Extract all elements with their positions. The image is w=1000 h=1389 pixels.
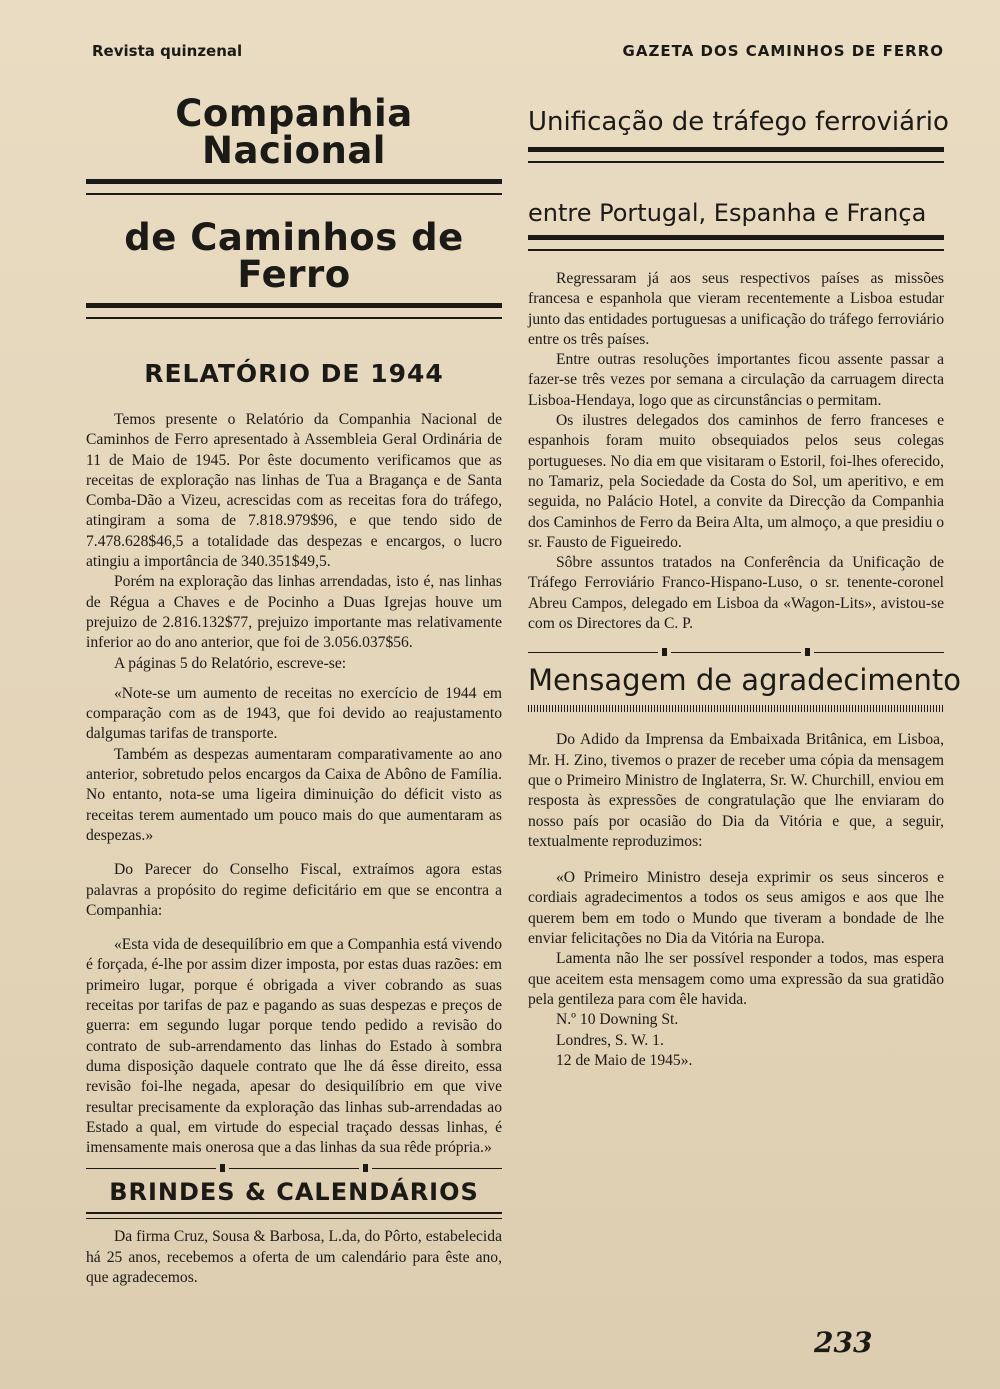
message-hatch-rule: [528, 705, 944, 712]
paragraph: Do Parecer do Conselho Fiscal, extraímos agora estas palavras a propósito do regime deficitário em que se encontra a Companhia:: [86, 861, 502, 919]
paragraph: Sôbre assuntos tratados na Conferência da Unificação de Tráfego Ferroviário Franco-Hispano-Luso, o sr. tenente-coronel Abreu Campos, delegado em Lisboa da «Wagon-Lits», avistou-se com os Directores da C. P.: [528, 554, 944, 633]
article-title-line1: Companhia Nacional: [175, 92, 413, 172]
quote-paragraph: «O Primeiro Ministro deseja exprimir os seus sinceros e cordiais agradecimentos a todos os seus amigos e aos que lhe querem bem em todo o Mundo que tiveram a bondade de lhe enviar felicitações no Dia da Vitória na Europa.: [528, 869, 944, 948]
signature-line: Londres, S. W. 1.: [556, 1031, 664, 1049]
message-title: Mensagem de agradecimento: [528, 663, 962, 698]
section-divider: [86, 1164, 502, 1172]
section-divider: [528, 648, 944, 656]
quote-paragraph: Lamenta não lhe ser possível responder a todos, mas espera que aceitem esta mensagem como uma expressão da sua gratidão pela gentileza para com êle havida.: [528, 950, 944, 1008]
unification-title-line2: entre Portugal, Espanha e França: [528, 199, 927, 227]
brindes-title: BRINDES & CALENDÁRIOS: [109, 1178, 479, 1207]
page-number: 233: [814, 1326, 873, 1359]
signature-block: [528, 1010, 944, 1071]
paragraph: Regressaram já aos seus respectivos países as missões francesa e espanhola que vieram recentemente a Lisboa estudar junto das entidades portuguesas a unificação do tráfego ferroviário entre os três países.: [528, 270, 944, 348]
title-rule: [528, 235, 944, 251]
header-right: GAZETA DOS CAMINHOS DE FERRO: [622, 42, 944, 60]
article-subtitle: RELATÓRIO DE 1944: [144, 359, 444, 388]
quote-paragraph: «Note-se um aumento de receitas no exercício de 1944 em comparação com as de 1943, que foi devido ao reajustamento dalgumas tarifas de transporte.: [86, 684, 502, 743]
paragraph: Temos presente o Relatório da Companhia Nacional de Caminhos de Ferro apresentado à Assembleia Geral Ordinária de 11 de Maio de 1945. Por êste documento verificamos que as receitas de exploração nas linhas de Tua a Bragança e de Santa Comba-Dão a Vizeu, acrescidas com as receitas fora do tráfego, atingiram a soma de 7.818.979$96, e que tendo sido de 7.478.628$46,5 a totalidade das despezas e encargos, o lucro atingiu a importância de 340.351$49,5.: [86, 411, 502, 571]
right-column: [528, 95, 962, 1071]
quote-paragraph: «Esta vida de desequilíbrio em que a Companhia está vivendo é forçada, é-lhe por assim dizer imposta, por estas duas razões: em primeiro lugar, porque é obrigada a viver cobrando as suas receitas por tarifas de paz e pagando as suas despezas e preços de guerra: em segundo lugar porque tendo pedido a revisão do contrato de sub-arrendamento das linhas do Estado à sombra duma disposição daquele contrato que lhe dá êsse direito, essa revisão foi-lhe negada, apesar do desiquilíbrio em que vive resultar precisamente da exploração das linhas sub-arrendadas ao Estado a qual, em virtude do especial traçado dessas linhas, é imensamente mais onerosa que a das linhas da sua rêde própria.»: [86, 936, 502, 1157]
signature-line: N.º 10 Downing St.: [556, 1011, 679, 1029]
title-rule: [528, 147, 944, 163]
paragraph: Porém na exploração das linhas arrendadas, isto é, nas linhas de Régua a Chaves e de Pocinho a Duas Igrejas houve um prejuizo de 2.816.132$77, prejuizo importante mas relativamente inferior ao do ano anterior, que foi de 3.056.037$56.: [86, 573, 502, 652]
left-column: [86, 92, 502, 1288]
paragraph: A páginas 5 do Relatório, escreve-se:: [114, 654, 347, 672]
brindes-paragraph: Da firma Cruz, Sousa & Barbosa, L.da, do Pôrto, estabelecida há 25 anos, recebemos a oferta de um calendário para êste ano, que agradecemos.: [86, 1228, 502, 1286]
paragraph: Entre outras resoluções importantes ficou assente passar a fazer-se três vezes por semana a circulação da carruagem directa Lisboa-Hendaya, logo que as circunstâncias o permitam.: [528, 351, 944, 409]
article-title-line2: de Caminhos de Ferro: [124, 216, 464, 296]
unification-title-line1: Unificação de tráfego ferroviário: [528, 107, 949, 137]
header-left: Revista quinzenal: [92, 42, 243, 60]
title-rule: [86, 179, 502, 195]
quote-paragraph: Também as despezas aumentaram comparativamente ao ano anterior, sobretudo pelos encargos da Caixa de Abôno de Família. No entanto, nota-se uma ligeira diminuição do déficit visto as receitas terem aumentado um pouco mais do que aumentaram as despezas.»: [86, 745, 502, 844]
brindes-rule: [86, 1212, 502, 1219]
paragraph: Os ilustres delegados dos caminhos de ferro franceses e espanhois foram muito obsequiados pelos seus colegas portugueses. No dia em que visitaram o Estoril, foi-lhes oferecido, no Tamariz, pela Sociedade da Costa do Sol, um aperitivo, e em seguida, no Palácio Hotel, a convite da Direcção da Companhia dos Caminhos de Ferro da Beira Alta, um almoço, a que presidiu o sr. Fausto de Figueiredo.: [528, 412, 944, 551]
title-rule: [86, 303, 502, 319]
paragraph: Do Adido da Imprensa da Embaixada Britânica, em Lisboa, Mr. H. Zino, tivemos o prazer de receber uma cópia da mensagem que o Primeiro Ministro de Inglaterra, Sr. W. Churchill, enviou em resposta às expressões de congratulação que lhe enviaram do nosso país por ocasião do Dia da Vitória e que, a seguir, textualmente reproduzimos:: [528, 731, 944, 850]
signature-line: 12 de Maio de 1945».: [556, 1051, 693, 1069]
